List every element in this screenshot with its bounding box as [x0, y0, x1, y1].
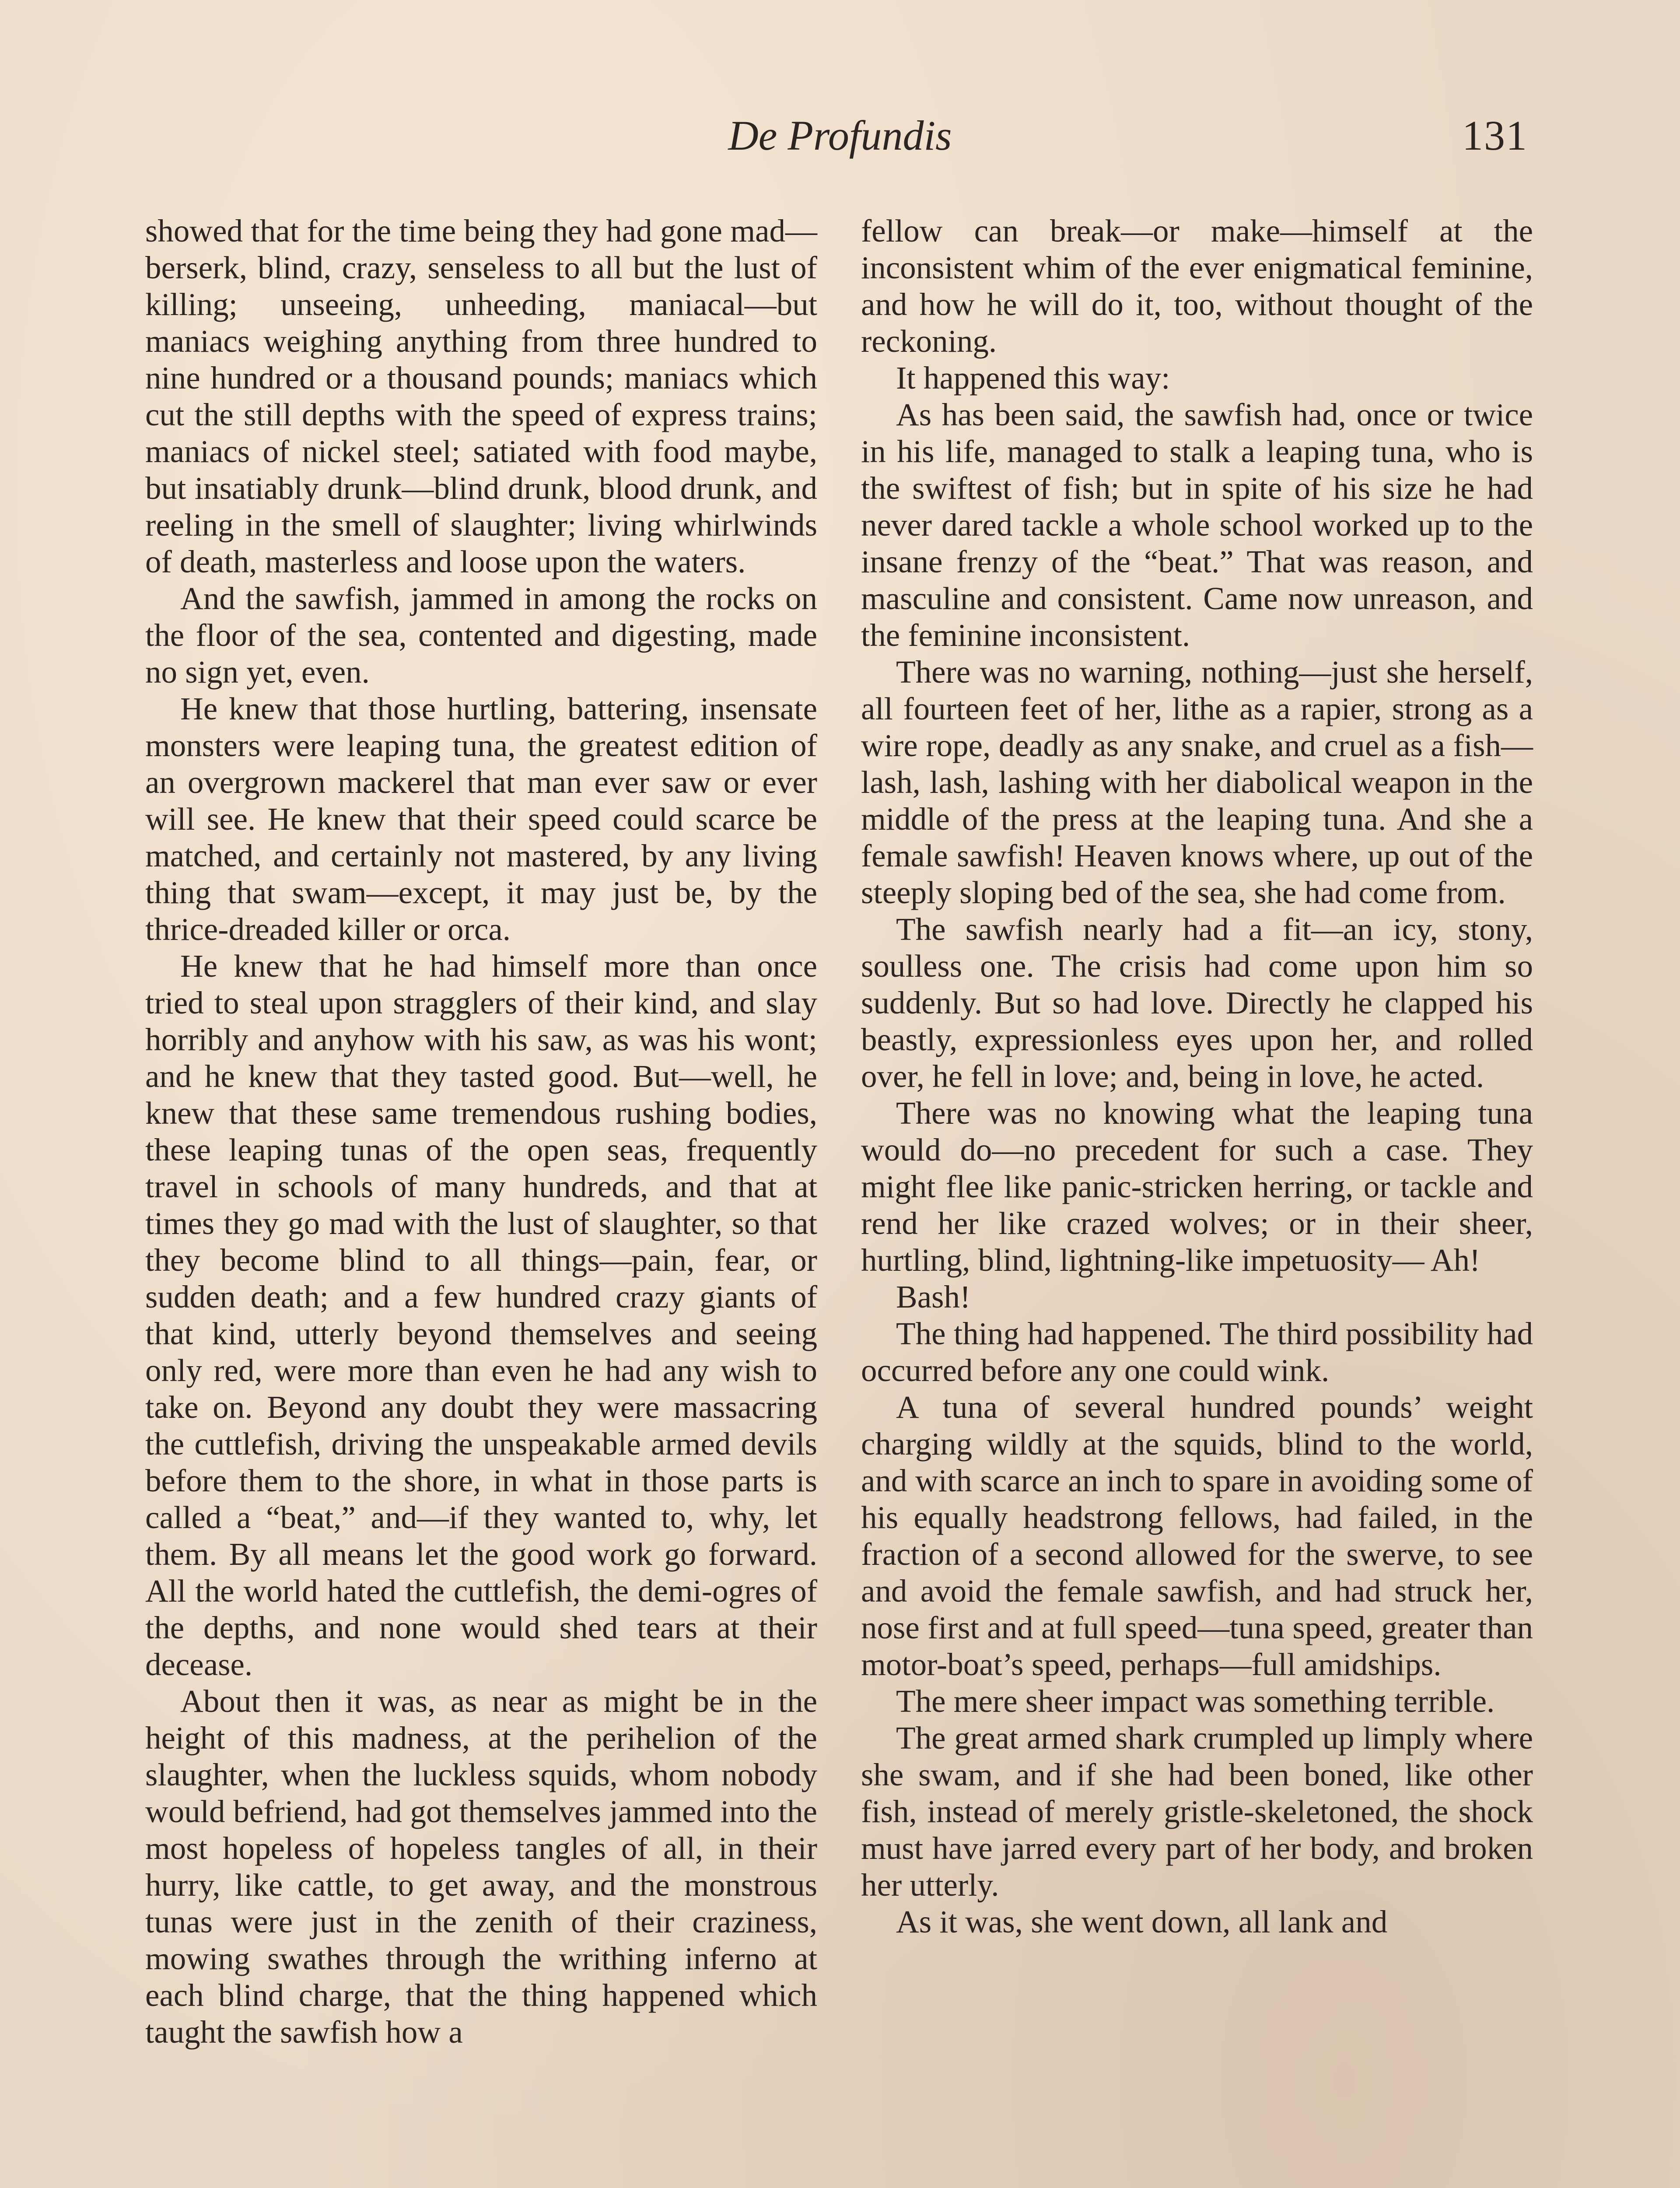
paragraph: He knew that those hurtling, battering, insensate monsters were leaping tuna, the greatest edition of an overgrown mackerel that man ever saw or ever will see. He knew that their speed could scarce be matched, and certainly not mastered, by any living thing that swam—except, it may just be, by the thrice-dreaded killer or orca. [145, 691, 817, 947]
paragraph: Bash! [896, 1279, 971, 1315]
paragraph: And the sawfish, jammed in among the rocks on the floor of the sea, contented and digesting, made no sign yet, even. [145, 581, 817, 690]
paragraph: The mere sheer impact was something terrible. [896, 1683, 1495, 1719]
paragraph: The great armed shark crumpled up limply where she swam, and if she had been boned, like other fish, instead of merely gristle-skeletoned, the shock must have jarred every part of her body, and broken her utterly. [861, 1720, 1533, 1903]
paragraph: It happened this way: [896, 360, 1170, 396]
paragraph: A tuna of several hundred pounds’ weight charging wildly at the squids, blind to the world, and with scarce an inch to spare in avoiding some of his equally headstrong fellows, had failed, in the fraction of a second allowed for the swerve, to see and avoid the female sawfish, and had struck her, nose first and at full speed—tuna speed, greater than motor-boat’s speed, perhaps—full amidships. [861, 1389, 1533, 1682]
paragraph: showed that for the time being they had gone mad—berserk, blind, crazy, senseless to all but the lust of killing; unseeing, unheeding, maniacal—but maniacs weighing anything from three hundred to nine hundred or a thousand pounds; maniacs which cut the still depths with the speed of express trains; maniacs of nickel steel; satiated with food maybe, but insatiably drunk—blind drunk, blood drunk, and reeling in the smell of slaughter; living whirlwinds of death, masterless and loose upon the waters. [145, 213, 817, 579]
paragraph: The sawfish nearly had a fit—an icy, stony, soulless one. The crisis had come upon him so suddenly. But so had love. Directly he clapped his beastly, expressionless eyes upon her, and rolled over, he fell in love; and, being in love, he acted. [861, 912, 1533, 1094]
paragraph: He knew that he had himself more than once tried to steal upon stragglers of their kind, and slay horribly and anyhow with his saw, as was his wont; and he knew that they tasted good. But—well, he knew that these same tremendous rushing bodies, these leaping tunas of the open seas, frequently travel in schools of many hundreds, and that at times they go mad with the lust of slaughter, so that they become blind to all things—pain, fear, or sudden death; and a few hundred crazy giants of that kind, utterly beyond themselves and seeing only red, were more than even he had any wish to take on. Beyond any doubt they were massacring the cuttlefish, driving the unspeakable armed devils before them to the shore, in what in those parts is called a “beat,” and—if they wanted to, why, let them. By all means let the good work go forward. All the world hated the cuttlefish, the demi-ogres of the depths, and none would shed tears at their decease. [145, 948, 817, 1682]
page-number: 131 [1462, 112, 1528, 159]
paragraph: There was no warning, nothing—just she herself, all fourteen feet of her, lithe as a rapier, strong as a wire rope, deadly as any snake, and cruel as a fish—lash, lash, lashing with her diabolical weapon in the middle of the press at the leaping tuna. And she a female sawfish! Heaven knows where, up out of the steeply sloping bed of the sea, she had come from. [861, 654, 1533, 910]
paragraph: The thing had happened. The third possibility had occurred before any one could wink. [861, 1316, 1533, 1388]
paragraph: About then it was, as near as might be in the height of this madness, at the perihelion of the slaughter, when the luckless squids, whom nobody would befriend, had got themselves jammed into the most hopeless of hopeless tangles of all, in their hurry, like cattle, to get away, and the monstrous tunas were just in the zenith of their craziness, mowing swathes through the writhing inferno at each blind charge, that the thing happened which taught the sawfish how a [145, 1683, 817, 2050]
right-column [861, 213, 1533, 1940]
paragraph: As has been said, the sawfish had, once or twice in his life, managed to stalk a leaping tuna, who is the swiftest of fish; but in spite of his size he had never dared tackle a whole school worked up to the insane frenzy of the “beat.” That was reason, and masculine and consistent. Came now unreason, and the feminine inconsistent. [861, 397, 1533, 653]
paragraph: fellow can break—or make—himself at the inconsistent whim of the ever enigmatical feminine, and how he will do it, too, without thought of the reckoning. [861, 213, 1533, 359]
paragraph: As it was, she went down, all lank and [896, 1904, 1388, 1939]
running-head: De Profundis [728, 112, 952, 159]
left-column [145, 213, 817, 2051]
paragraph: There was no knowing what the leaping tuna would do—no precedent for such a case. They might flee like panic-stricken herring, or tackle and rend her like crazed wolves; or in their sheer, hurtling, blind, lightning-like impetuosity— Ah! [861, 1095, 1533, 1278]
